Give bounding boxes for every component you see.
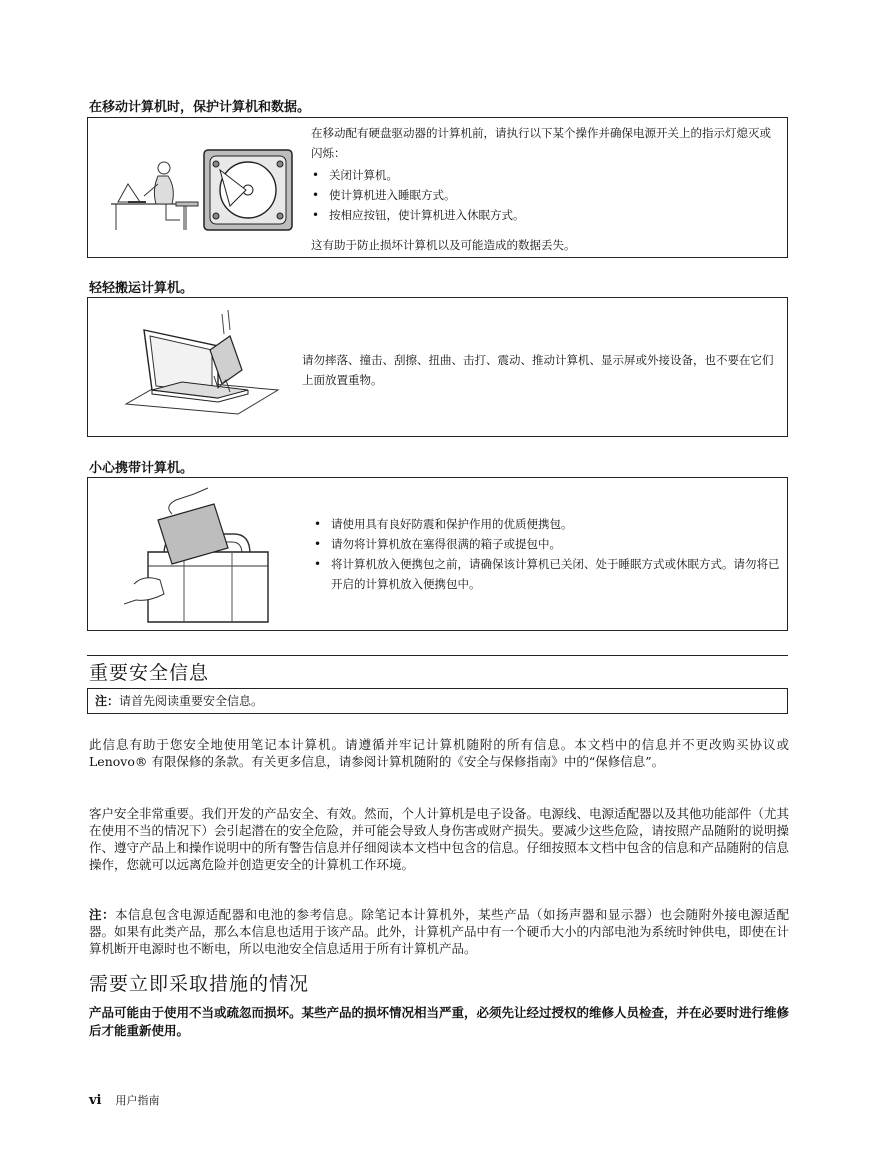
box-moving <box>87 117 788 258</box>
person-hdd-illustration <box>106 146 296 234</box>
section-title-immediate: 需要立即采取措施的情况 <box>89 973 310 995</box>
gentle-text <box>302 350 780 390</box>
immediate-paragraph: 产品可能由于使用不当或疏忽而损坏。某些产品的损坏情况相当严重，必须先让经过授权的维修人员检查，并在必要时进行维修后才能重新使用。 <box>89 1005 790 1038</box>
para3-text: 本信息包含电源适配器和电池的参考信息。除笔记本计算机外，某些产品（如扬声器和显示器）也会随附外接电源适配器。如果有此类产品，那么本信息也适用于该产品。此外，计算机产品中有一个硬币大小的内部电池为系统时钟供电，即使在计算机断开电源时也不断电，所以电池安全信息适用于所有计算机产品。 <box>89 907 790 956</box>
box-carry <box>87 477 788 631</box>
section-title-safety: 重要安全信息 <box>89 662 210 684</box>
heading-carry: 小心携带计算机。 <box>89 461 194 476</box>
gentle-paragraph: 请勿摔落、撞击、刮擦、扭曲、击打、震动、推动计算机、显示屏或外接设备，也不要在它们上面放置重物。 <box>302 353 774 387</box>
carry-bullet-list <box>313 514 783 594</box>
list-item: • 按相应按钮，使计算机进入休眠方式。 <box>327 205 781 225</box>
heading-gentle: 轻轻搬运计算机。 <box>89 281 194 296</box>
moving-text-block <box>311 123 781 255</box>
safety-paragraph-1: 此信息有助于您安全地使用笔记本计算机。请遵循并牢记计算机随附的所有信息。本文档中的信息并不更改购买协议或 Lenovo® 有限保修的条款。有关更多信息，请参阅计算机随附的《安全与保修指南》中的“保修信息”。 <box>89 737 789 769</box>
laptop-drop-illustration <box>118 306 288 430</box>
moving-intro: 在移动配有硬盘驱动器的计算机前，请执行以下某个操作并确保电源开关上的指示灯熄灭或闪烁： <box>311 126 771 160</box>
laptop-bag-illustration <box>124 484 274 624</box>
note-box <box>87 688 788 714</box>
safety-paragraph-3 <box>89 906 789 957</box>
moving-bullet-list <box>311 165 781 225</box>
moving-outro: 这有助于防止损坏计算机以及可能造成的数据丢失。 <box>311 238 576 252</box>
para3-label: 注： <box>89 907 115 922</box>
heading-moving: 在移动计算机时，保护计算机和数据。 <box>89 100 311 115</box>
carry-text-block <box>313 514 783 594</box>
list-item: • 使计算机进入睡眠方式。 <box>327 185 781 205</box>
section-rule <box>87 655 788 656</box>
list-item: • 请使用具有良好防震和保护作用的优质便携包。 <box>329 514 783 534</box>
note-text: 请首先阅读重要安全信息。 <box>119 694 264 708</box>
page-number: vi <box>89 1093 102 1108</box>
note-label: 注： <box>95 694 120 708</box>
safety-paragraph-2: 客户安全非常重要。我们开发的产品安全、有效。然而，个人计算机是电子设备。电源线、电源适配器以及其他功能部件（尤其在使用不当的情况下）会引起潜在的安全危险，并可能会导致人身伤害或财产损失。要减少这些危险，请按照产品随附的说明操作、遵守产品上和操作说明中的所有警告信息并仔细阅读本文档中包含的信息。仔细按照本文档中包含的信息和产品随附的信息操作，您就可以远离危险并创造更安全的计算机工作环境。 <box>89 806 790 872</box>
box-gentle <box>87 297 788 437</box>
list-item: • 将计算机放入便携包之前，请确保该计算机已关闭、处于睡眠方式或休眠方式。请勿将已开启的计算机放入便携包中。 <box>329 554 783 594</box>
list-item: • 关闭计算机。 <box>327 165 781 185</box>
note-content <box>95 693 263 709</box>
doc-title: 用户指南 <box>115 1094 160 1107</box>
page-footer <box>89 1092 160 1108</box>
list-item: • 请勿将计算机放在塞得很满的箱子或提包中。 <box>329 534 783 554</box>
